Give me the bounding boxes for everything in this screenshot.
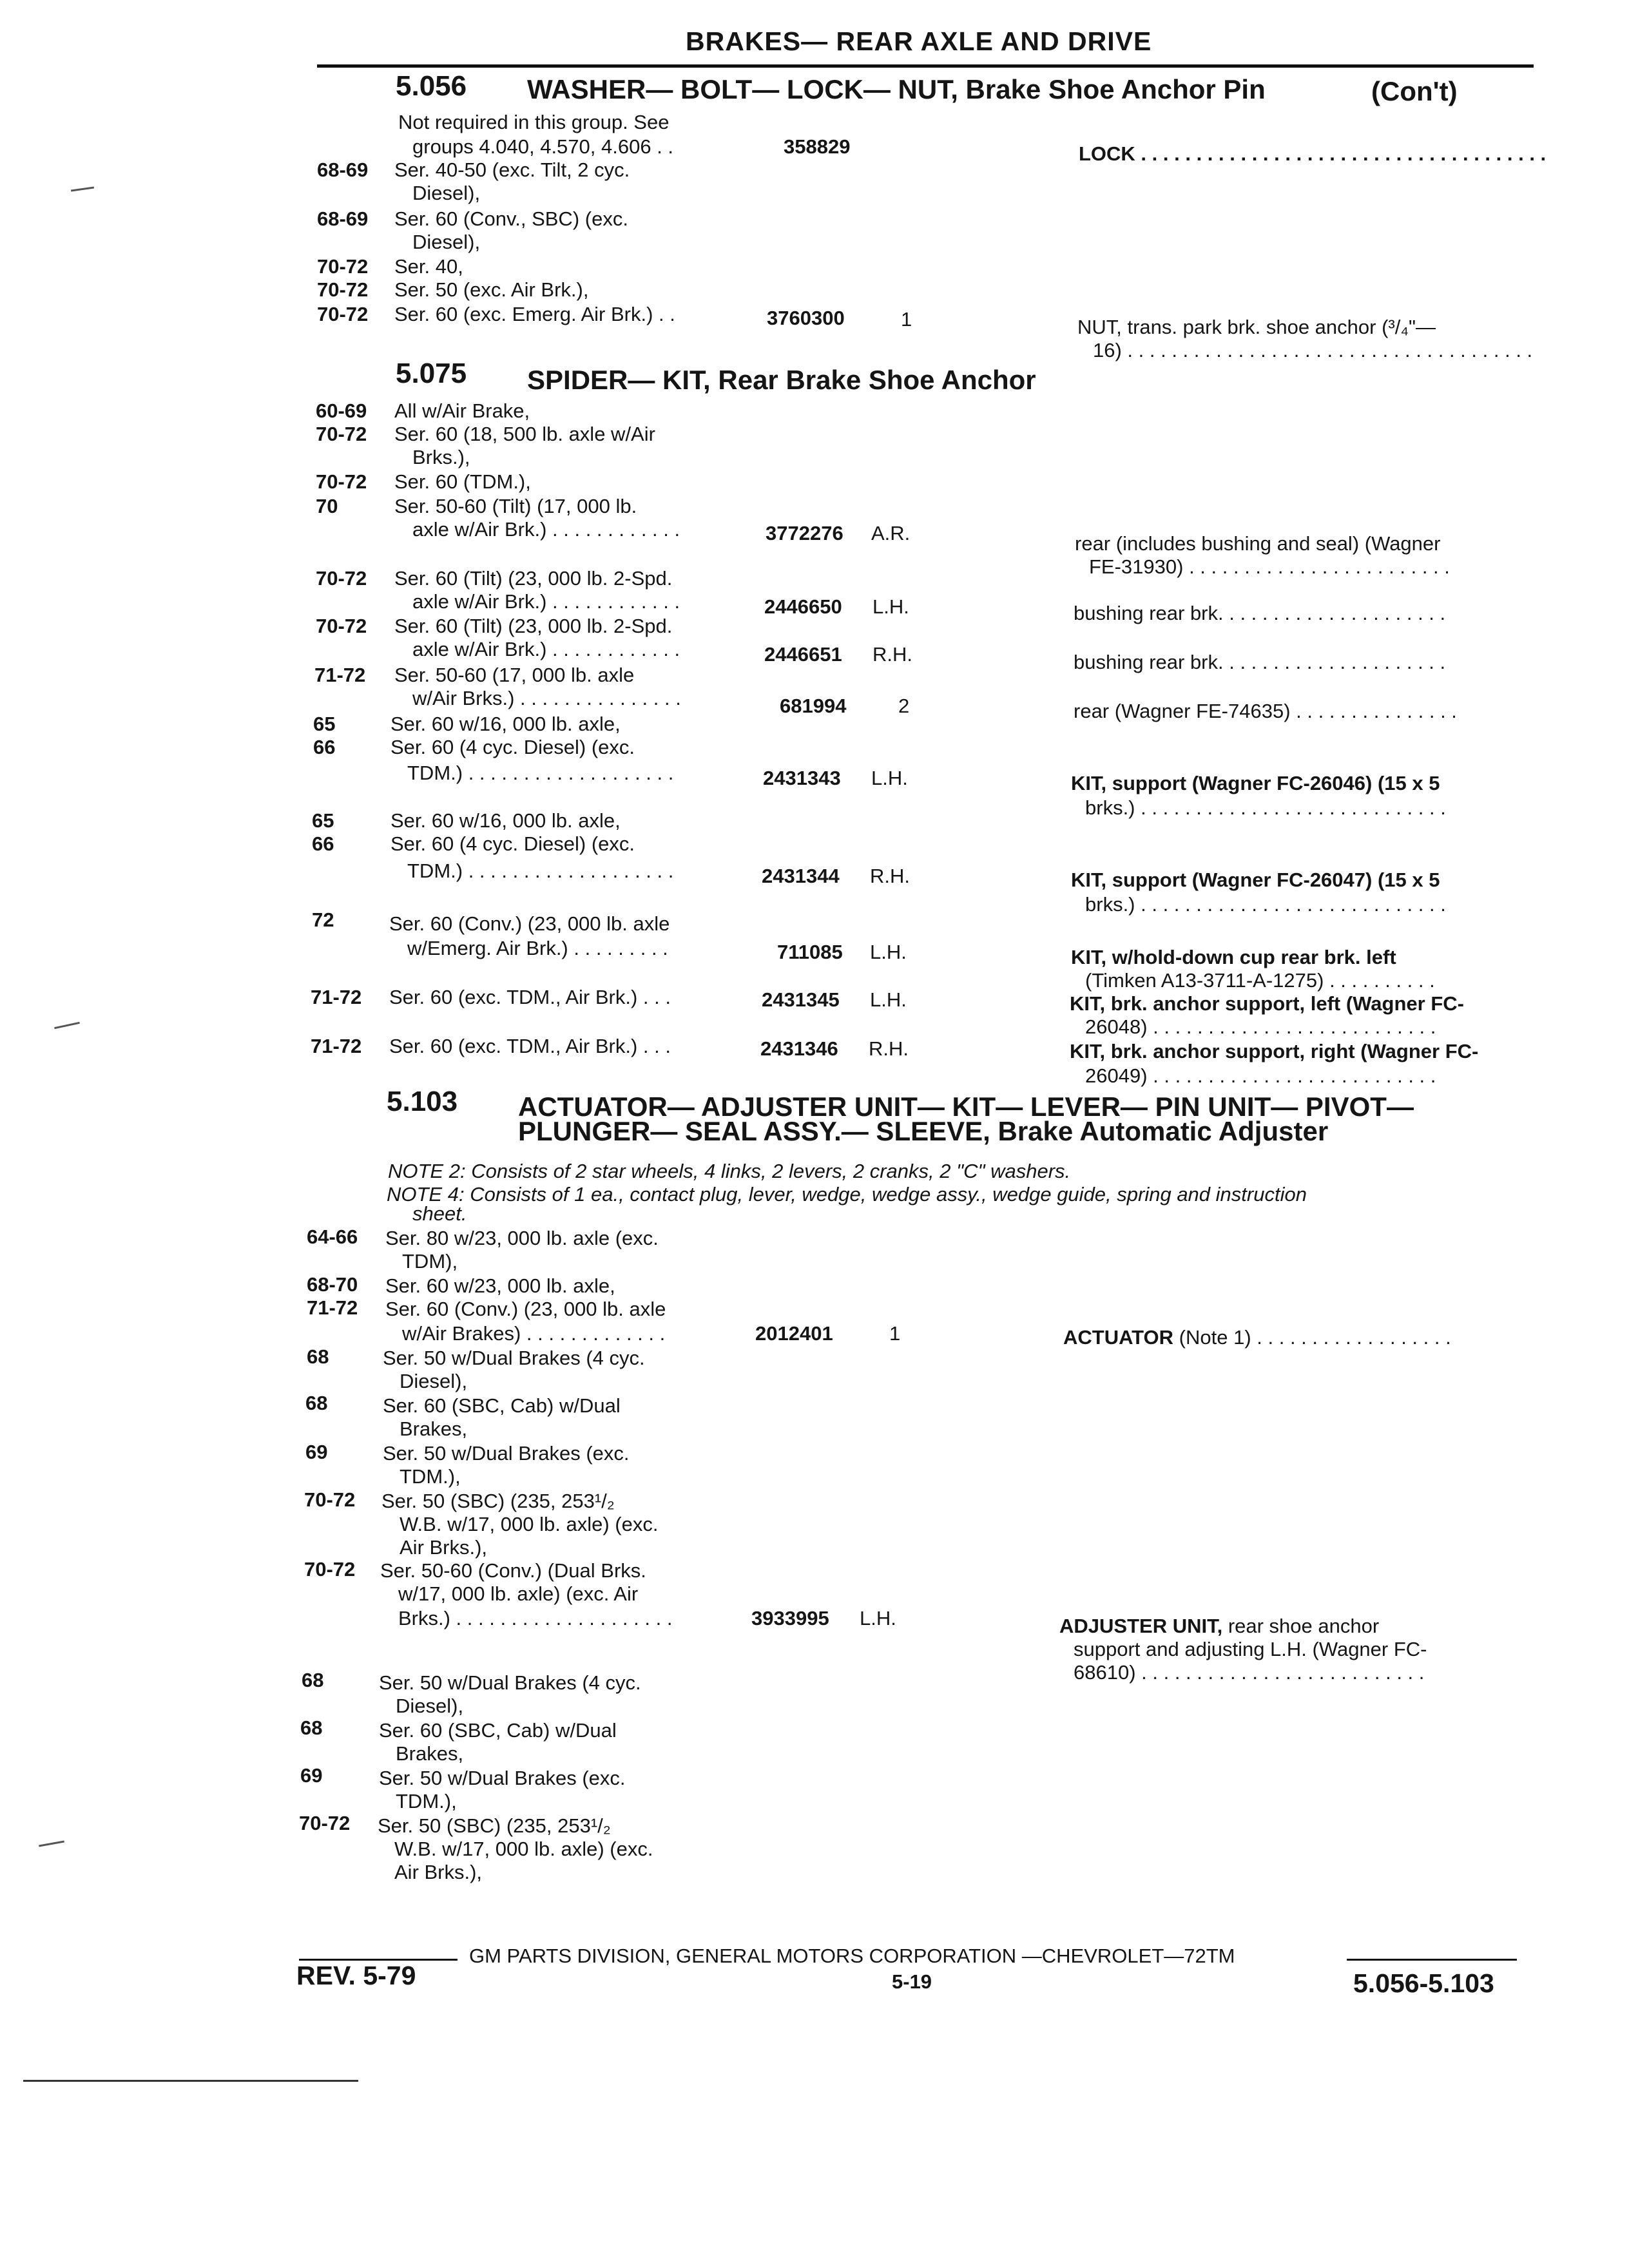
application-text: Diesel), [412, 231, 481, 253]
application-text: Ser. 60 (exc. TDM., Air Brk.) . . . [389, 1035, 671, 1057]
section-number: 5.103 [387, 1086, 458, 1117]
application-text: Ser. 60 (SBC, Cab) w/Dual [379, 1719, 617, 1742]
application-text: Ser. 50 w/Dual Brakes (4 cyc. [379, 1671, 641, 1694]
application-text: w/Air Brks.) . . . . . . . . . . . . . . . [412, 687, 681, 709]
section-title: WASHER— BOLT— LOCK— NUT, Brake Shoe Anchor Pin [527, 74, 1266, 104]
part-number: 358829 [784, 135, 851, 158]
section-number: 5.056 [396, 70, 467, 102]
intro-text: Not required in this group. See [398, 111, 670, 133]
section-title: SPIDER— KIT, Rear Brake Shoe Anchor [527, 365, 1036, 395]
part-side: R.H. [869, 1037, 909, 1060]
revision-label: REV. 5-79 [296, 1961, 416, 1990]
year-range: 68-70 [307, 1273, 358, 1296]
part-description: KIT, support (Wagner FC-26047) (15 x 5 [1071, 869, 1440, 891]
part-name-detail: rear shoe anchor [1222, 1615, 1380, 1637]
part-number: 681994 [780, 695, 847, 717]
application-text: W.B. w/17, 000 lb. axle) (exc. [400, 1513, 659, 1535]
year-range: 66 [312, 832, 334, 855]
application-text: Ser. 60 (Tilt) (23, 000 lb. 2-Spd. [394, 567, 673, 590]
year-range: 70-72 [317, 255, 369, 278]
part-description: LOCK . . . . . . . . . . . . . . . . . . . . . . . . . . . . . . . . . . . . . [1079, 142, 1547, 165]
part-description: KIT, brk. anchor support, left (Wagner FC- [1070, 992, 1464, 1015]
margin-mark [71, 187, 94, 192]
application-text: Ser. 40, [394, 255, 463, 278]
year-range: 71-72 [311, 1035, 362, 1057]
application-text: Ser. 50 w/Dual Brakes (exc. [383, 1442, 630, 1465]
part-description: brks.) . . . . . . . . . . . . . . . . . . . . . . . . . . . . [1085, 796, 1446, 819]
part-number: 2431344 [762, 865, 840, 887]
part-side: A.R. [871, 522, 911, 544]
application-text: Ser. 60 (4 cyc. Diesel) (exc. [390, 832, 635, 855]
part-description: KIT, w/hold-down cup rear brk. left [1071, 946, 1396, 968]
application-text: Ser. 50 w/Dual Brakes (4 cyc. [383, 1347, 645, 1369]
application-text: Ser. 60 w/16, 000 lb. axle, [390, 713, 621, 735]
application-text: Ser. 50-60 (Tilt) (17, 000 lb. [394, 495, 637, 517]
header-rule [317, 64, 1534, 68]
application-text: axle w/Air Brk.) . . . . . . . . . . . . [412, 518, 680, 541]
year-range: 71-72 [314, 664, 366, 686]
part-description: (Timken A13-3711-A-1275) . . . . . . . . . . [1085, 969, 1435, 992]
year-range: 68 [300, 1716, 323, 1739]
part-description: NUT, trans. park brk. shoe anchor (³/₄"— [1077, 316, 1436, 338]
part-side: L.H. [860, 1607, 896, 1629]
year-range: 70-72 [316, 423, 367, 445]
part-description [1063, 1326, 1451, 1349]
application-text: TDM.), [396, 1790, 457, 1812]
note-text: sheet. [412, 1202, 467, 1225]
note-text: NOTE 2: Consists of 2 star wheels, 4 links, 2 levers, 2 cranks, 2 "C" washers. [388, 1160, 1071, 1182]
part-description: brks.) . . . . . . . . . . . . . . . . . . . . . . . . . . . . [1085, 893, 1446, 916]
part-name: ADJUSTER UNIT, [1059, 1615, 1223, 1637]
application-text: Ser. 60 (4 cyc. Diesel) (exc. [390, 736, 635, 758]
application-text: w/Air Brakes) . . . . . . . . . . . . . [402, 1322, 666, 1345]
part-side: L.H. [871, 767, 908, 789]
application-text: axle w/Air Brk.) . . . . . . . . . . . . [412, 638, 680, 660]
application-text: Diesel), [396, 1695, 464, 1717]
part-side: L.H. [870, 988, 907, 1011]
application-text: Ser. 40-50 (exc. Tilt, 2 cyc. [394, 159, 630, 181]
application-text: Brks.) . . . . . . . . . . . . . . . . . . . . [398, 1607, 673, 1629]
part-description: rear (Wagner FE-74635) . . . . . . . . . . . . . . . [1074, 700, 1457, 722]
page-header-title: BRAKES— REAR AXLE AND DRIVE [686, 26, 1152, 56]
application-text: Ser. 60 (Tilt) (23, 000 lb. 2-Spd. [394, 615, 673, 637]
quantity: 1 [889, 1322, 901, 1345]
footer-text: GM PARTS DIVISION, GENERAL MOTORS CORPORATION —CHEVROLET—72TM [469, 1945, 1235, 1967]
part-number: 2431346 [760, 1037, 838, 1060]
application-text: Brakes, [396, 1742, 464, 1765]
application-text: Ser. 60 (TDM.), [394, 470, 531, 493]
year-range: 71-72 [307, 1296, 358, 1319]
part-description: 26049) . . . . . . . . . . . . . . . . . . . . . . . . . . [1085, 1064, 1436, 1087]
part-side: L.H. [872, 595, 909, 618]
year-range: 70-72 [316, 567, 367, 590]
part-description: 16) . . . . . . . . . . . . . . . . . . . . . . . . . . . . . . . . . . . . . [1093, 339, 1533, 361]
page-number: 5-19 [892, 1970, 932, 1993]
part-number: 2446650 [764, 595, 842, 618]
application-text: Diesel), [400, 1370, 468, 1392]
application-text: Ser. 80 w/23, 000 lb. axle (exc. [385, 1227, 659, 1249]
application-text: Ser. 50 w/Dual Brakes (exc. [379, 1767, 626, 1789]
footer-rule-right [1347, 1959, 1517, 1961]
year-range: 68-69 [317, 159, 369, 181]
part-description: rear (includes bushing and seal) (Wagner [1075, 532, 1441, 555]
part-side: R.H. [870, 865, 910, 887]
application-text: Ser. 60 w/16, 000 lb. axle, [390, 809, 621, 832]
year-range: 70-72 [317, 278, 369, 301]
part-number: 2431345 [762, 988, 840, 1011]
section-title: ACTUATOR— ADJUSTER UNIT— KIT— LEVER— PIN UNIT— PIVOT— [518, 1091, 1414, 1122]
note-text: NOTE 4: Consists of 1 ea., contact plug, lever, wedge, wedge assy., wedge guide, spring and instruction [387, 1183, 1307, 1206]
application-text: Ser. 60 (exc. Emerg. Air Brk.) . . [394, 303, 675, 325]
application-text: Ser. 60 (exc. TDM., Air Brk.) . . . [389, 986, 671, 1008]
part-side: L.H. [870, 941, 907, 963]
part-side: R.H. [872, 643, 912, 666]
application-text: Ser. 50-60 (17, 000 lb. axle [394, 664, 635, 686]
application-text: Brakes, [400, 1418, 468, 1440]
part-number: 2446651 [764, 643, 842, 666]
application-text: TDM), [402, 1250, 458, 1273]
quantity: 1 [901, 308, 912, 331]
application-text: TDM.) . . . . . . . . . . . . . . . . . . . [407, 762, 674, 784]
application-text: axle w/Air Brk.) . . . . . . . . . . . . [412, 590, 680, 613]
part-number: 711085 [777, 941, 843, 963]
year-range: 70-72 [317, 303, 369, 325]
year-range: 70-72 [316, 615, 367, 637]
year-range: 70 [316, 495, 338, 517]
year-range: 71-72 [311, 986, 362, 1008]
application-text: W.B. w/17, 000 lb. axle) (exc. [394, 1838, 653, 1860]
year-range: 72 [312, 908, 334, 931]
application-text: Ser. 50-60 (Conv.) (Dual Brks. [380, 1559, 646, 1582]
year-range: 66 [313, 736, 336, 758]
part-number: 2012401 [755, 1322, 833, 1345]
year-range: 68 [302, 1669, 324, 1691]
year-range: 69 [300, 1764, 323, 1787]
application-text: Ser. 60 w/23, 000 lb. axle, [385, 1274, 615, 1297]
section-range: 5.056-5.103 [1353, 1968, 1494, 1998]
part-description: FE-31930) . . . . . . . . . . . . . . . . . . . . . . . . [1089, 555, 1450, 578]
part-description: support and adjusting L.H. (Wagner FC- [1074, 1638, 1427, 1660]
part-number: 3933995 [751, 1607, 829, 1629]
application-text: Air Brks.), [394, 1861, 483, 1883]
year-range: 68-69 [317, 207, 369, 230]
year-range: 60-69 [316, 399, 367, 422]
section-title: PLUNGER— SEAL ASSY.— SLEEVE, Brake Automatic Adjuster [518, 1116, 1329, 1146]
application-text: TDM.) . . . . . . . . . . . . . . . . . . . [407, 860, 674, 882]
application-text: All w/Air Brake, [394, 399, 530, 422]
application-text: Ser. 50 (SBC) (235, 253¹/₂ [378, 1814, 611, 1837]
section-continued: (Con't) [1371, 76, 1458, 106]
year-range: 69 [305, 1441, 328, 1463]
part-number: 2431343 [763, 767, 841, 789]
year-range: 65 [313, 713, 336, 735]
application-text: w/Emerg. Air Brk.) . . . . . . . . . [407, 937, 668, 959]
bottom-scan-line [23, 2080, 358, 2082]
section-number: 5.075 [396, 358, 467, 389]
application-text: Ser. 60 (Conv., SBC) (exc. [394, 207, 628, 230]
year-range: 68 [305, 1392, 328, 1414]
application-text: w/17, 000 lb. axle) (exc. Air [398, 1582, 639, 1605]
year-range: 65 [312, 809, 334, 832]
part-description [1059, 1615, 1379, 1638]
margin-mark [54, 1022, 80, 1029]
application-text: TDM.), [400, 1465, 461, 1488]
application-text: Ser. 60 (SBC, Cab) w/Dual [383, 1394, 621, 1417]
part-description: bushing rear brk. . . . . . . . . . . . . . . . . . . . . [1074, 602, 1446, 624]
part-name-detail: (Note 1) . . . . . . . . . . . . . . . . . . [1173, 1326, 1451, 1349]
year-range: 70-72 [299, 1812, 351, 1834]
year-range: 70-72 [304, 1558, 356, 1581]
part-description: 26048) . . . . . . . . . . . . . . . . . . . . . . . . . . [1085, 1015, 1436, 1038]
year-range: 70-72 [304, 1488, 356, 1511]
application-text: Ser. 50 (SBC) (235, 253¹/₂ [381, 1490, 615, 1512]
application-text: Air Brks.), [400, 1536, 488, 1559]
year-range: 64-66 [307, 1225, 358, 1248]
application-text: Diesel), [412, 182, 481, 204]
part-number: 3772276 [766, 522, 843, 544]
application-text: Ser. 50 (exc. Air Brk.), [394, 278, 589, 301]
part-description: KIT, support (Wagner FC-26046) (15 x 5 [1071, 772, 1440, 794]
part-description: bushing rear brk. . . . . . . . . . . . . . . . . . . . . [1074, 651, 1446, 673]
application-text: Ser. 60 (18, 500 lb. axle w/Air [394, 423, 655, 445]
part-name: ACTUATOR [1063, 1326, 1174, 1349]
year-range: 70-72 [316, 470, 367, 493]
margin-mark [39, 1841, 64, 1847]
intro-text: groups 4.040, 4.570, 4.606 . . [412, 135, 674, 158]
year-range: 68 [307, 1345, 329, 1368]
part-description: 68610) . . . . . . . . . . . . . . . . . . . . . . . . . . [1074, 1661, 1425, 1684]
part-description: KIT, brk. anchor support, right (Wagner FC- [1070, 1040, 1479, 1062]
application-text: Brks.), [412, 446, 470, 468]
part-number: 3760300 [767, 307, 845, 329]
application-text: Ser. 60 (Conv.) (23, 000 lb. axle [385, 1298, 666, 1320]
application-text: Ser. 60 (Conv.) (23, 000 lb. axle [389, 912, 670, 935]
quantity: 2 [898, 695, 910, 717]
